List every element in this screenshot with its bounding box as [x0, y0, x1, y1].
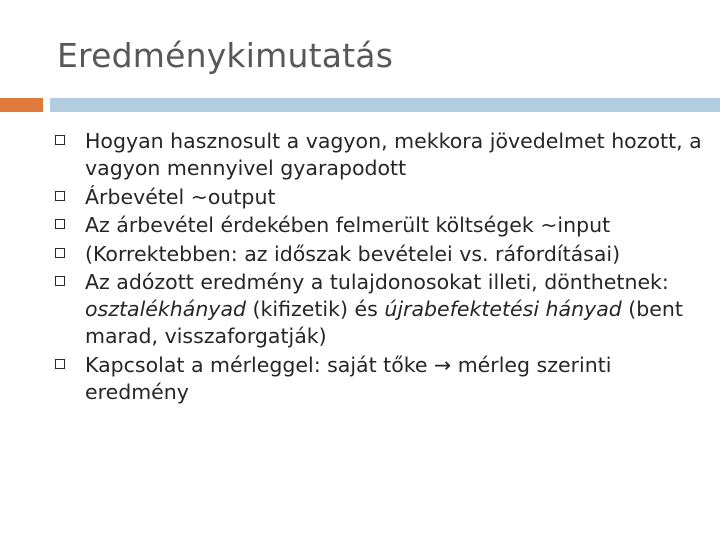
bullet-text-italic: osztalékhányad: [85, 297, 247, 321]
bullet-text: Az árbevétel érdekében felmerült költségek ~input: [85, 213, 611, 237]
bullet-item: [55, 352, 715, 406]
bullet-text-italic: újrabefektetési hányad: [384, 297, 622, 321]
hollow-square-icon: [55, 191, 65, 201]
bullet-text: Árbevétel ~output: [85, 184, 276, 209]
bullet-item: [55, 128, 715, 182]
hollow-square-icon: [55, 219, 65, 229]
bullet-item: [55, 241, 715, 268]
bullet-text-part: (bent marad, visszaforgatják): [85, 297, 683, 348]
bullet-text: Kapcsolat a mérleggel: saját tőke → mérleg szerinti eredmény: [85, 352, 612, 404]
bullet-text-part: Az adózott eredmény a tulajdonosokat illeti, dönthetnek:: [85, 270, 669, 294]
bullet-item: [55, 184, 715, 211]
hollow-square-icon: [55, 135, 65, 145]
title-accent-bar: [0, 98, 43, 112]
bullet-text: [85, 269, 715, 350]
bullet-text: Hogyan hasznosult a vagyon, mekkora jövedelmet hozott, a vagyon mennyivel gyarapodott: [85, 129, 702, 180]
bullet-item: [55, 269, 715, 350]
title-underline-bar: [50, 98, 720, 112]
bullet-list: [55, 128, 715, 407]
bullet-text-part: (kifizetik) és: [246, 297, 385, 321]
bullet-item: [55, 212, 715, 239]
hollow-square-icon: [55, 359, 65, 369]
hollow-square-icon: [55, 248, 65, 258]
hollow-square-icon: [55, 276, 65, 286]
slide-title: Eredménykimutatás: [57, 36, 394, 75]
bullet-text: (Korrektebben: az időszak bevételei vs. ráfordításai): [85, 241, 621, 266]
